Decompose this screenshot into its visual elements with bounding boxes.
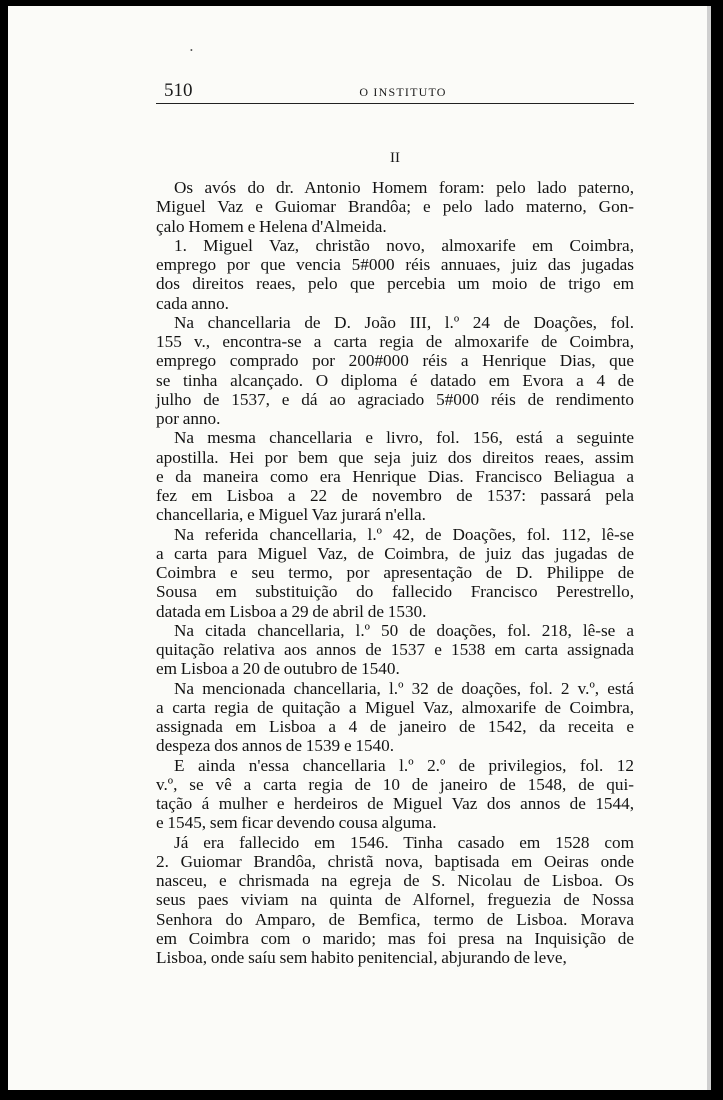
text-line: e 1545, sem ficar devendo cousa alguma.	[156, 813, 437, 833]
running-title: O INSTITUTO	[359, 85, 447, 99]
text-line: quitação relativa aos annos de 1537 e 1538 em carta assignada	[156, 640, 634, 659]
paragraph	[156, 178, 634, 236]
text-line: Sousa em substituição do fallecido Francisco Perestrello,	[156, 582, 634, 602]
text-line: Na chancellaria de D. João III, l.º 24 de Doações, fol.	[174, 312, 634, 332]
text-line: tação á mulher e herdeiros de Miguel Vaz dos annos de 1544,	[156, 794, 634, 813]
text-line: Coimbra e seu termo, por apresentação de D. Philippe de	[156, 563, 634, 582]
text-line: v.º, se vê a carta regia de 10 de janeiro de 1548, de qui-	[156, 774, 634, 794]
text-line: julho de 1537, e dá ao agraciado 5#000 réis de rendimento	[156, 389, 634, 409]
text-line: emprego por que vencia 5#000 réis annuaes, juiz das jugadas	[156, 255, 634, 274]
text-line: Os avós do dr. Antonio Homem foram: pelo lado paterno,	[174, 178, 634, 197]
text-line: Na referida chancellaria, l.º 42, de Doações, fol. 112, lê-se	[174, 524, 634, 544]
text-line: Lisboa, onde saíu sem habito penitencial, abjurando de leve,	[156, 948, 567, 967]
text-line: emprego comprado por 200#000 réis a Henrique Dias, que	[156, 351, 634, 371]
paragraph	[156, 621, 634, 679]
text-line: Já era fallecido em 1546. Tinha casado em 1528 com	[174, 832, 634, 852]
text-line: despeza dos annos de 1539 e 1540.	[156, 736, 395, 756]
paragraph	[156, 313, 634, 429]
text-line: seus paes viviam na quinta de Alfornel, freguezia de Nossa	[156, 890, 634, 910]
text-line: datada em Lisboa a 29 de abril de 1530.	[156, 601, 427, 621]
text-line: em Coimbra com o marido; mas foi presa na Inquisição de	[156, 928, 634, 948]
text-line: cada anno.	[156, 293, 229, 313]
text-line: çalo Homem e Helena d'Almeida.	[156, 216, 387, 236]
text-line: 2. Guiomar Brandôa, christã nova, baptisada em Oeiras onde	[156, 851, 634, 871]
text-line: nasceu, e chrismada na egreja de S. Nicolau de Lisboa. Os	[156, 871, 634, 890]
text-line: 155 v., encontra-se a carta regia de almoxarife de Coimbra,	[156, 332, 634, 351]
ink-speck: •	[190, 46, 193, 55]
text-line: Senhora do Amparo, de Bemfica, termo de Lisboa. Morava	[156, 909, 634, 929]
text-line: assignada em Lisboa a 4 de janeiro de 1542, da receita e	[156, 717, 634, 736]
text-line: E ainda n'essa chancellaria l.º 2.º de privilegios, fol. 12	[174, 755, 634, 775]
paragraph	[156, 756, 634, 833]
text-line: Na mesma chancellaria e livro, fol. 156, está a seguinte	[174, 428, 634, 448]
text-line: a carta regia de quitação a Miguel Vaz, almoxarife de Coimbra,	[156, 697, 634, 717]
section-number: II	[390, 150, 400, 166]
paragraph	[156, 679, 634, 756]
text-line: Na mencionada chancellaria, l.º 32 de doações, fol. 2 v.º, está	[174, 678, 634, 698]
text-line: apostilla. Hei por bem que seja juiz dos direitos reaes, assim	[156, 447, 634, 467]
header-rule	[156, 103, 634, 104]
text-line: Na citada chancellaria, l.º 50 de doações, fol. 218, lê-se a	[174, 620, 634, 640]
paragraph	[156, 428, 634, 524]
text-line: e da maneira como era Henrique Dias. Francisco Beliagua a	[156, 466, 634, 486]
text-line: chancellaria, e Miguel Vaz jurará n'ella.	[156, 505, 426, 525]
text-line: dos direitos reaes, pelo que percebia um moio de trigo em	[156, 274, 634, 294]
text-line: 1. Miguel Vaz, christão novo, almoxarife em Coimbra,	[174, 235, 634, 255]
paragraph	[156, 236, 634, 313]
text-line: em Lisboa a 20 de outubro de 1540.	[156, 659, 400, 679]
text-line: se tinha alcançado. O diploma é datado em Evora a 4 de	[156, 370, 634, 390]
body-text	[156, 178, 634, 967]
text-line: por anno.	[156, 409, 221, 428]
text-line: Miguel Vaz e Guiomar Brandôa; e pelo lado materno, Gon-	[156, 197, 634, 217]
text-line: fez em Lisboa a 22 de novembro de 1537: passará pela	[156, 486, 634, 505]
paragraph	[156, 525, 634, 621]
page-number: 510	[164, 80, 193, 101]
paragraph	[156, 833, 634, 968]
text-line: a carta para Miguel Vaz, de Coimbra, de juiz das jugadas de	[156, 543, 634, 563]
